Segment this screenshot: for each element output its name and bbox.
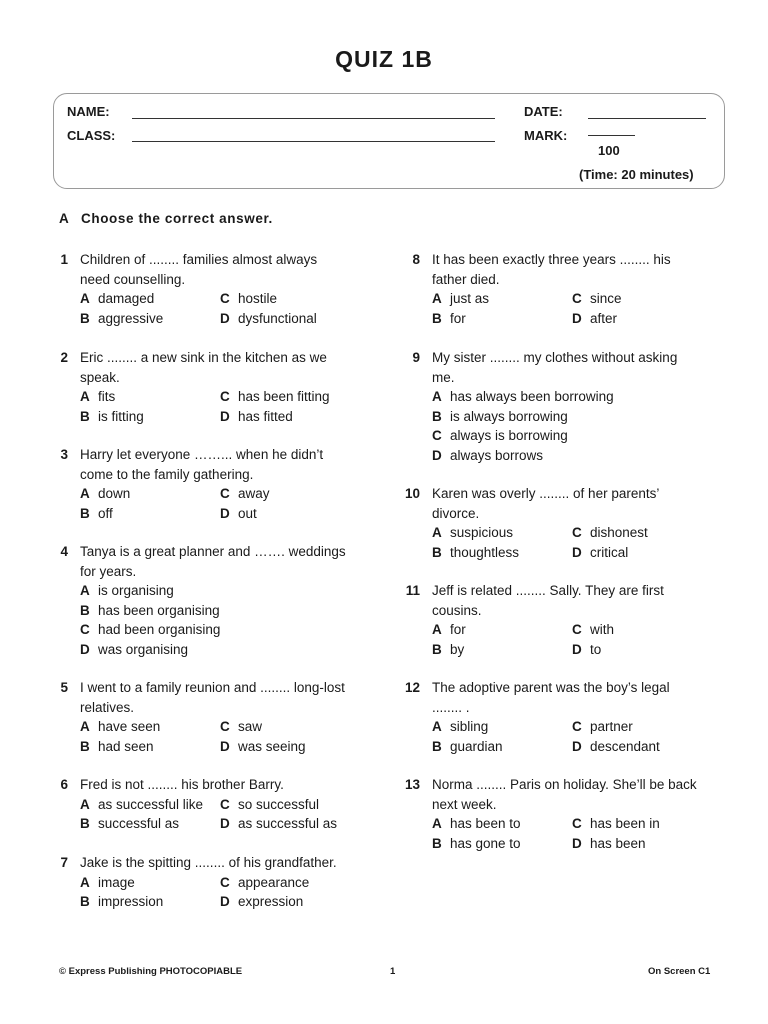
answer-option-d[interactable] [220,737,306,757]
answer-option-b[interactable] [80,892,163,912]
option-text: thoughtless [450,544,520,560]
option-text: so successful [238,796,320,812]
answer-option-a[interactable] [80,289,154,309]
option-letter: C [220,389,230,404]
option-letter: C [80,622,90,637]
option-text: away [238,486,270,501]
answer-option-a[interactable] [80,795,203,815]
option-letter: B [432,835,442,851]
option-text: expression [238,894,304,909]
answer-option-c[interactable] [572,523,648,543]
option-letter: B [80,408,90,424]
option-text: dishonest [590,525,648,540]
option-letter: C [220,291,230,306]
mark-label: MARK: [524,128,568,143]
question-text: Jeff is related ........ Sally. They are first cousins. [432,583,664,618]
question-text: Children of ........ families almost always need counselling. [80,252,318,287]
option-text: has been in [590,816,660,831]
option-text: partner [590,719,633,734]
answer-option-b[interactable] [432,309,466,329]
answer-option-d[interactable] [572,543,628,563]
option-text: hostile [238,291,278,306]
answer-option-b[interactable] [432,543,519,563]
question-text: I went to a family reunion and ........ long-lost relatives. [80,680,345,715]
option-letter: A [80,719,90,734]
answer-option-d[interactable] [572,309,617,329]
option-letter: A [432,816,442,831]
question-text: Eric ........ a new sink in the kitchen as we speak. [80,350,327,385]
answer-option-d[interactable] [572,834,646,854]
answer-option-d[interactable] [432,446,543,466]
answer-option-b[interactable] [432,407,568,427]
option-text: image [98,874,135,890]
option-letter: D [572,310,582,326]
question-number: 6 [60,777,68,792]
answer-option-a[interactable] [80,484,130,504]
option-letter: A [432,719,442,734]
question-text: Norma ........ Paris on holiday. She’ll be back next week. [432,777,697,812]
option-letter: B [432,408,442,424]
answer-option-c[interactable] [80,620,220,640]
answer-option-b[interactable] [80,601,220,621]
option-text: was organising [98,641,189,657]
option-text: aggressive [98,310,164,326]
option-letter: A [432,622,442,637]
question-number: 12 [404,680,420,695]
answer-option-a[interactable] [432,523,513,543]
option-text: down [98,486,131,501]
question-number: 10 [404,486,420,501]
date-field[interactable] [588,118,706,119]
answer-option-b[interactable] [80,737,154,757]
name-field[interactable] [132,118,495,119]
option-text: for [450,310,466,326]
option-letter: C [432,428,442,443]
page-number: 1 [390,966,396,977]
answer-option-d[interactable] [220,407,293,427]
option-letter: B [80,505,90,521]
option-text: always is borrowing [450,428,568,443]
option-letter: D [220,310,230,326]
answer-option-c[interactable] [220,289,277,309]
option-text: was seeing [238,738,306,754]
option-text: is organising [98,583,174,598]
option-text: fits [98,389,116,404]
option-text: saw [238,719,263,734]
answer-option-a[interactable] [80,873,135,893]
option-text: has been to [450,816,521,831]
class-label: CLASS: [67,128,116,143]
option-letter: B [432,641,442,657]
option-letter: D [572,738,582,754]
answer-option-b[interactable] [80,407,144,427]
option-letter: C [572,622,582,637]
option-letter: A [80,874,90,890]
answer-option-c[interactable] [572,620,614,640]
option-text: sibling [450,719,489,734]
answer-option-a[interactable] [80,387,115,407]
option-letter: B [80,738,90,754]
option-letter: A [432,525,442,540]
option-text: is always borrowing [450,408,568,424]
option-letter: D [220,738,230,754]
option-text: after [590,310,618,326]
section-letter: A [59,211,70,226]
option-text: has fitted [238,408,293,424]
answer-option-a[interactable] [432,289,489,309]
answer-option-d[interactable] [572,737,660,757]
option-text: descendant [590,738,660,754]
option-letter: D [220,408,230,424]
option-letter: C [572,816,582,831]
option-text: by [450,641,465,657]
option-letter: B [432,738,442,754]
answer-option-c[interactable] [572,289,622,309]
option-text: successful as [98,816,180,831]
option-text: had seen [98,738,154,754]
option-text: out [238,505,257,521]
option-letter: D [572,544,582,560]
option-letter: D [220,894,230,909]
time-limit: (Time: 20 minutes) [579,167,694,182]
option-text: have seen [98,719,161,734]
option-letter: B [432,544,442,560]
answer-option-a[interactable] [432,717,488,737]
question-text: Tanya is a great planner and ……. weddings for years. [80,544,346,579]
question-number: 7 [60,855,68,870]
question-number: 8 [412,252,420,267]
option-text: off [98,505,113,521]
option-letter: D [572,835,582,851]
footer-copyright: © Express Publishing PHOTOCOPIABLE [59,966,243,977]
answer-option-c[interactable] [220,484,270,504]
answer-option-b[interactable] [432,640,464,660]
answer-option-b[interactable] [432,737,503,757]
option-letter: B [432,310,442,326]
class-field[interactable] [132,141,495,142]
option-text: impression [98,894,164,909]
question-number: 1 [60,252,68,267]
option-letter: D [80,641,90,657]
question-number: 5 [60,680,68,695]
question-number: 4 [60,544,68,559]
option-text: appearance [238,874,310,890]
answer-option-c[interactable] [220,717,262,737]
option-letter: A [432,389,442,404]
option-text: with [590,622,615,637]
answer-option-d[interactable] [220,309,317,329]
option-letter: D [220,505,230,521]
answer-option-d[interactable] [220,814,337,834]
option-letter: C [220,719,230,734]
option-text: has gone to [450,835,521,851]
option-text: as successful like [98,796,204,812]
question-text: It has been exactly three years ........ his father died. [432,252,671,287]
option-text: critical [590,544,629,560]
option-letter: D [572,641,582,657]
option-text: has been [590,835,646,851]
answer-option-b[interactable] [80,504,113,524]
option-text: to [590,641,602,657]
answer-option-d[interactable] [220,892,303,912]
answer-option-b[interactable] [80,309,163,329]
answer-option-a[interactable] [432,620,466,640]
option-text: always borrows [450,447,544,463]
option-letter: A [80,583,90,598]
section-instruction: Choose the correct answer. [81,211,273,226]
option-letter: A [80,291,90,306]
answer-option-b[interactable] [80,814,179,834]
option-text: since [590,291,622,306]
option-letter: C [572,525,582,540]
answer-option-c[interactable] [572,814,660,834]
answer-option-c[interactable] [220,795,319,815]
option-text: suspicious [450,525,514,540]
answer-option-d[interactable] [220,504,257,524]
option-letter: A [80,486,90,501]
option-letter: B [80,894,90,909]
answer-option-d[interactable] [80,640,188,660]
student-info-box [53,93,725,189]
answer-option-a[interactable] [432,387,614,407]
answer-option-b[interactable] [432,834,521,854]
option-letter: D [432,447,442,463]
option-letter: A [80,796,90,812]
question-text: Fred is not ........ his brother Barry. [80,777,284,792]
question-text: Jake is the spitting ........ of his grandfather. [80,855,337,870]
answer-option-a[interactable] [80,581,174,601]
option-letter: A [432,291,442,306]
answer-option-c[interactable] [572,717,633,737]
answer-option-c[interactable] [220,873,309,893]
option-letter: B [80,310,90,326]
option-text: has been fitting [238,389,330,404]
answer-option-c[interactable] [432,426,568,446]
answer-option-a[interactable] [432,814,521,834]
option-text: just as [450,291,490,306]
answer-option-a[interactable] [80,717,160,737]
option-letter: D [220,816,230,831]
name-label: NAME: [67,104,110,119]
option-text: as successful as [238,816,338,831]
option-letter: B [80,816,90,831]
section-heading [59,211,273,226]
quiz-title: QUIZ 1B [335,46,433,72]
option-letter: B [80,602,90,618]
option-text: guardian [450,738,503,754]
option-text: for [450,622,466,637]
question-text: My sister ........ my clothes without asking me. [432,350,678,385]
question-number: 11 [405,583,420,598]
option-letter: C [572,719,582,734]
mark-field[interactable] [588,135,635,136]
answer-option-d[interactable] [572,640,601,660]
option-letter: C [572,291,582,306]
question-text: The adoptive parent was the boy’s legal ........ . [432,680,670,715]
question-number: 2 [60,350,68,365]
question-text: Karen was overly ........ of her parents’ divorce. [432,486,659,521]
option-text: damaged [98,291,155,306]
option-text: had been organising [98,622,221,637]
option-text: has been organising [98,602,220,618]
date-label: DATE: [524,104,563,119]
question-number: 9 [412,350,420,365]
question-text: Harry let everyone ……... when he didn’t come to the family gathering. [80,447,324,482]
option-text: has always been borrowing [450,389,614,404]
mark-total: 100 [598,143,620,158]
option-letter: C [220,796,230,812]
footer-book-title: On Screen C1 [648,966,711,977]
option-letter: A [80,389,90,404]
option-text: dysfunctional [238,310,317,326]
option-text: is fitting [98,408,144,424]
answer-option-c[interactable] [220,387,330,407]
question-number: 13 [404,777,420,792]
question-number: 3 [60,447,68,462]
option-letter: C [220,486,230,501]
option-letter: C [220,874,230,890]
